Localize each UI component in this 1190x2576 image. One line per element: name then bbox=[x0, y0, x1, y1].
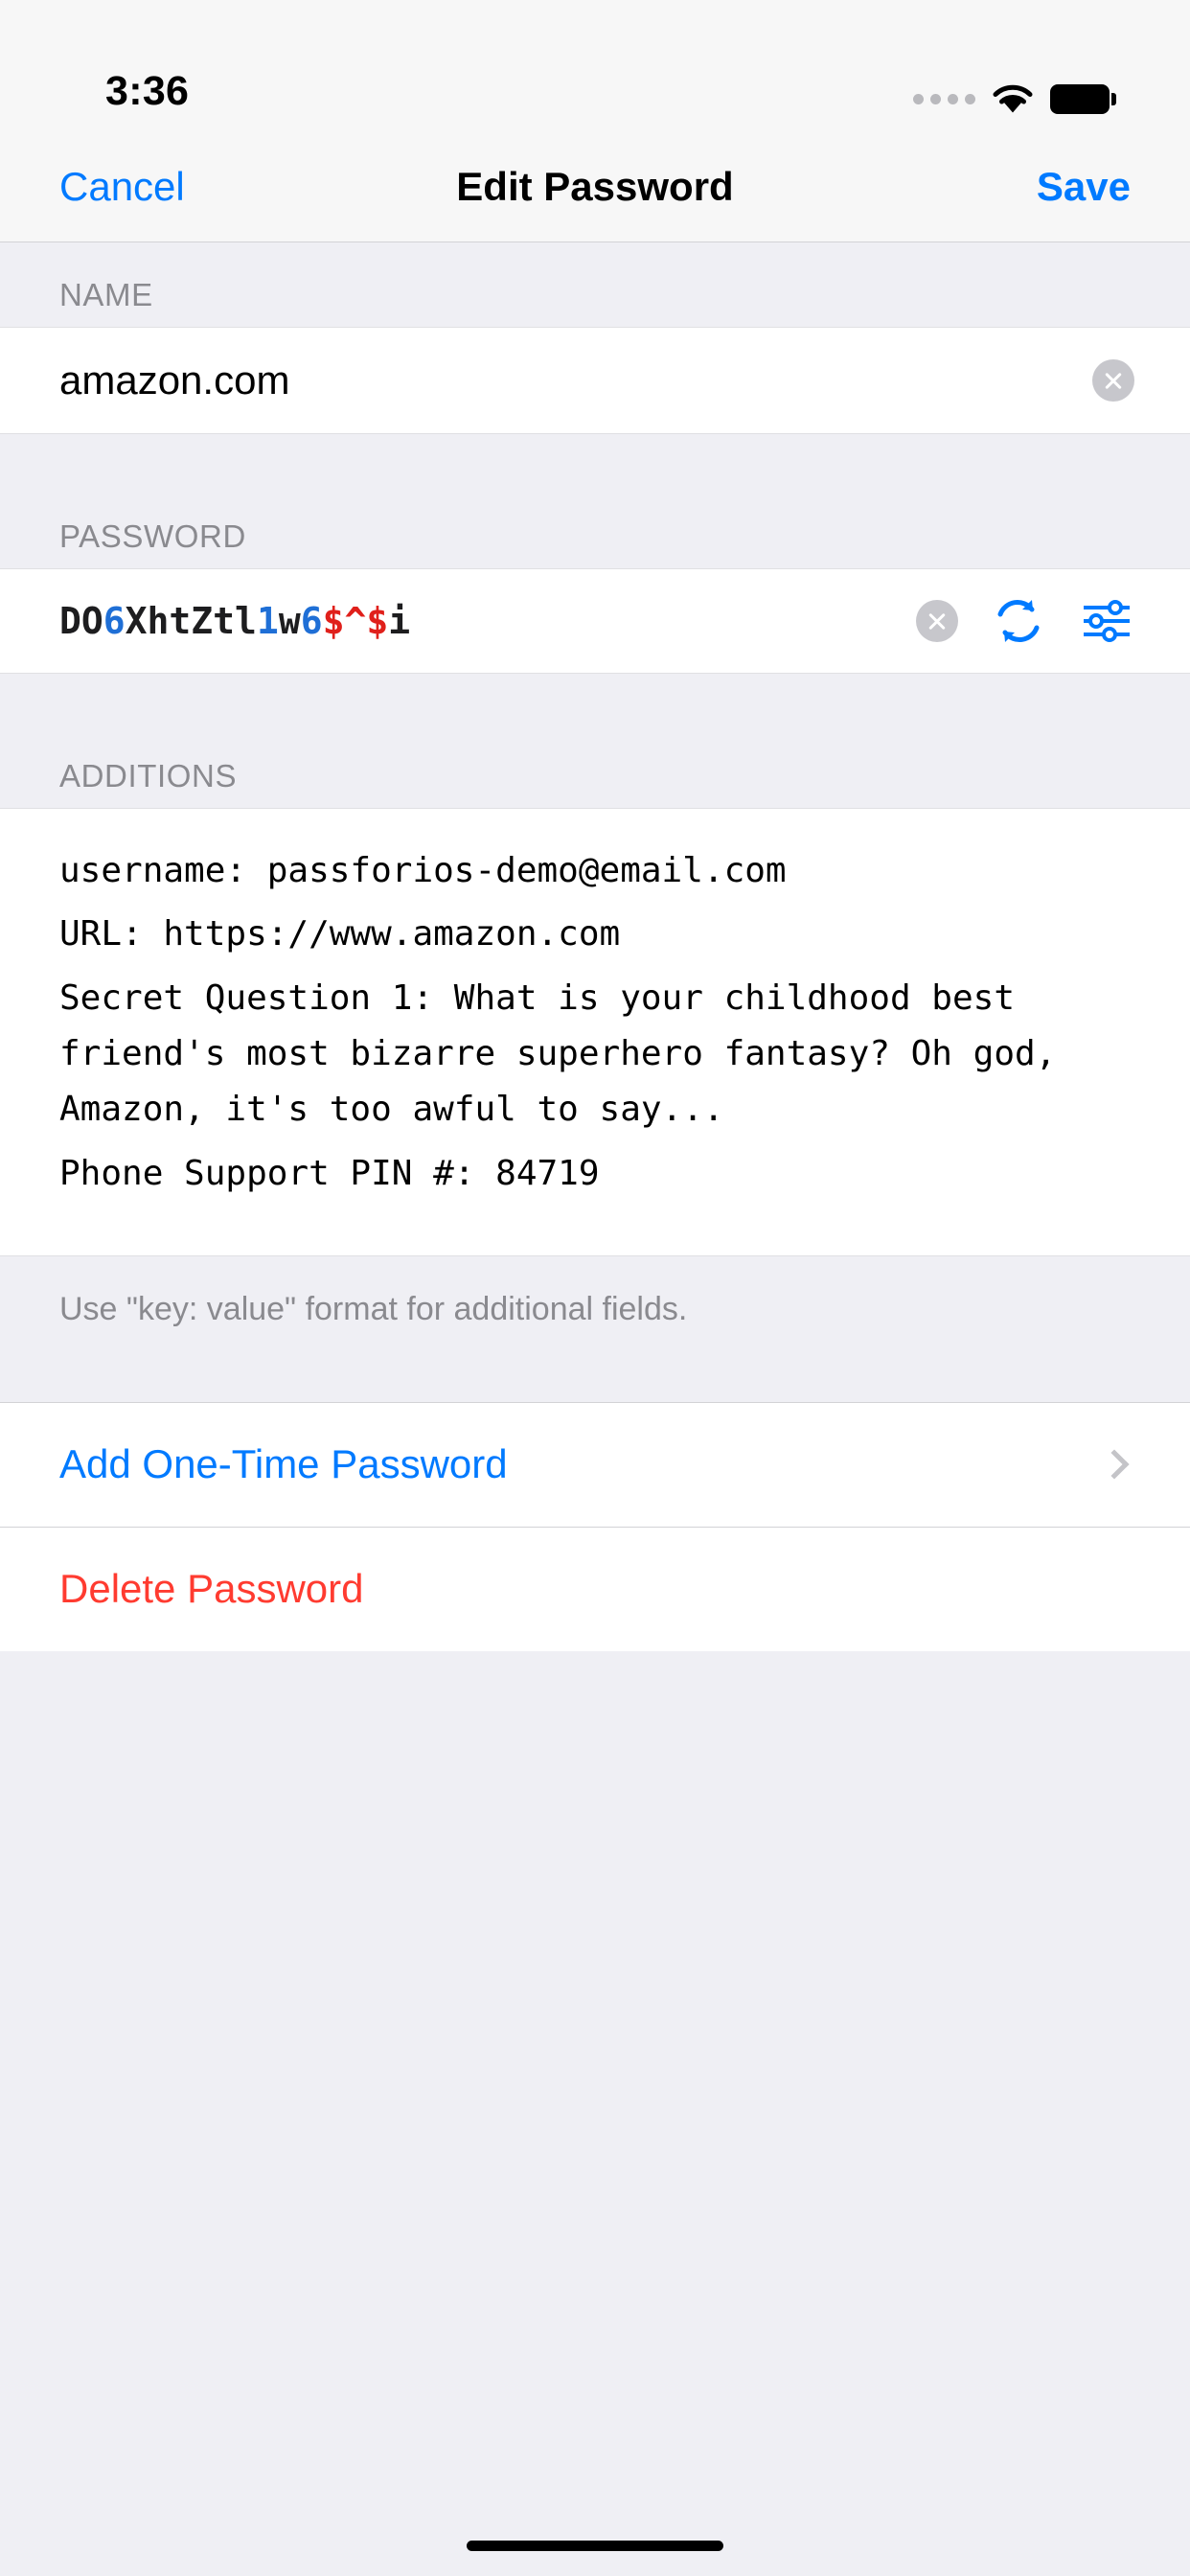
status-indicators bbox=[913, 82, 1131, 115]
add-one-time-password-label: Add One-Time Password bbox=[59, 1441, 508, 1487]
additions-line: username: passforios-demo@email.com bbox=[59, 851, 787, 890]
clear-password-icon[interactable] bbox=[916, 600, 958, 642]
password-section-header: PASSWORD bbox=[0, 484, 1190, 568]
name-input[interactable]: amazon.com bbox=[59, 357, 290, 402]
sliders-icon[interactable] bbox=[1079, 593, 1134, 649]
home-indicator[interactable] bbox=[467, 2541, 723, 2551]
form-body bbox=[0, 242, 1190, 2576]
chevron-right-icon bbox=[1099, 1450, 1129, 1480]
additions-line: URL: https://www.amazon.com bbox=[59, 914, 621, 954]
empty-area bbox=[0, 1651, 1190, 2576]
additions-footer-note: Use "key: value" format for additional fields. bbox=[0, 1256, 1190, 1402]
delete-password-label: Delete Password bbox=[59, 1566, 364, 1612]
password-field-row[interactable] bbox=[0, 568, 1190, 674]
additions-section-header: ADDITIONS bbox=[0, 724, 1190, 808]
clear-field-icon[interactable] bbox=[1092, 359, 1134, 402]
password-input[interactable]: DO6XhtZtl1w6$^$i bbox=[59, 600, 411, 642]
battery-full-icon bbox=[1050, 84, 1110, 114]
navigation-bar bbox=[0, 132, 1190, 242]
additions-line: Phone Support PIN #: 84719 bbox=[59, 1153, 600, 1193]
name-section-header: NAME bbox=[0, 242, 1190, 327]
save-button[interactable]: Save bbox=[1036, 164, 1131, 209]
wifi-icon bbox=[991, 82, 1035, 115]
additions-textarea[interactable] bbox=[0, 808, 1190, 1256]
page-title: Edit Password bbox=[456, 164, 734, 209]
additions-section-spacer bbox=[0, 674, 1190, 724]
name-field-row[interactable] bbox=[0, 327, 1190, 434]
signal-dots-icon bbox=[913, 94, 975, 104]
password-section-spacer bbox=[0, 434, 1190, 484]
add-one-time-password-row[interactable] bbox=[0, 1402, 1190, 1527]
status-time: 3:36 bbox=[105, 68, 190, 114]
delete-password-row[interactable] bbox=[0, 1527, 1190, 1651]
additions-line: Secret Question 1: What is your childhood best friend's most bizarre superhero fantasy? Oh god, Amazon, it's too awful to say... bbox=[59, 978, 1078, 1130]
cancel-button[interactable]: Cancel bbox=[59, 164, 185, 209]
refresh-icon[interactable] bbox=[991, 593, 1046, 649]
status-bar bbox=[0, 0, 1190, 132]
